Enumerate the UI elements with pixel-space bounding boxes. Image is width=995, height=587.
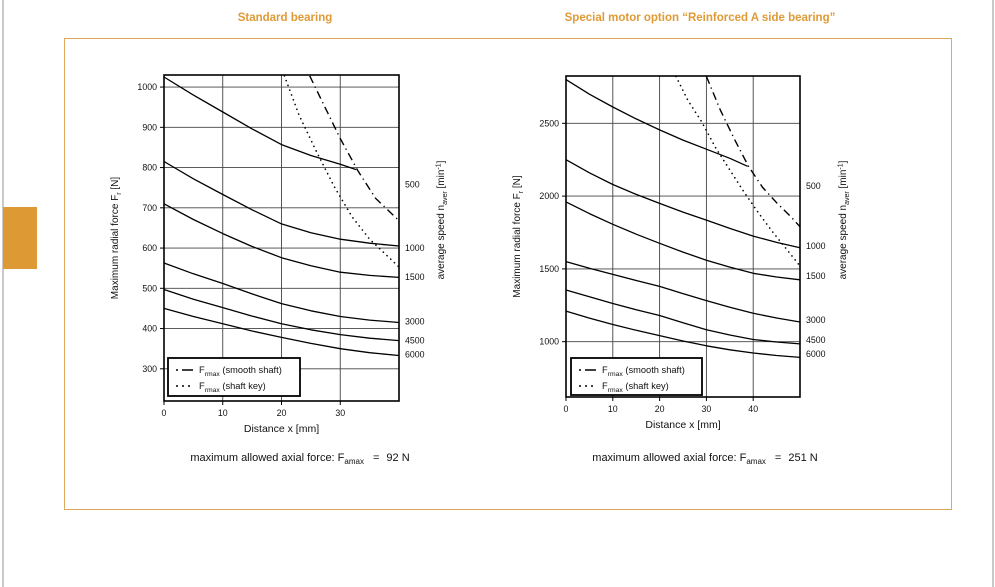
page-right-edge — [992, 0, 994, 587]
y-tick-label: 300 — [142, 363, 157, 374]
legend-label: $F_{rmax}$ (shaft key) — [602, 381, 669, 394]
x-tick-label: 40 — [748, 404, 759, 414]
axial-force-caption-left — [90, 452, 510, 466]
right-axis-label: average speed $n_{aver}$ $[\min^{-1}]$ — [837, 160, 851, 280]
legend-dashdot-symbol — [579, 369, 581, 371]
legend-dot-symbol — [182, 385, 184, 387]
y-tick-label: 1500 — [539, 263, 559, 274]
x-axis-label: Distance x [mm] — [243, 423, 320, 435]
x-tick-label: 0 — [563, 404, 569, 414]
legend-dot-symbol — [176, 385, 178, 387]
speed-label-3000: 3000 — [405, 316, 425, 327]
y-axis-label: Maximum radial force $F_r$ [N] — [512, 175, 525, 298]
chart-title-standard: Standard bearing — [237, 12, 333, 24]
speed-label-500: 500 — [405, 179, 420, 190]
y-tick-label: 400 — [142, 323, 157, 334]
speed-label-6000: 6000 — [806, 348, 826, 359]
speed-label-500: 500 — [806, 181, 821, 192]
y-axis-label: Maximum radial force $F_r$ [N] — [110, 176, 123, 300]
right-axis-label: average speed $n_{aver}$ $[\min^{-1}]$ — [435, 160, 449, 280]
legend-dot-symbol — [591, 385, 593, 387]
x-tick-label: 20 — [276, 408, 287, 418]
orange-side-tab — [3, 207, 37, 269]
series-curve-6000 — [566, 311, 800, 357]
standard-bearing-chart — [95, 58, 470, 435]
x-tick-label: 0 — [161, 408, 167, 418]
x-tick-label: 10 — [607, 404, 618, 414]
y-tick-label: 900 — [142, 122, 157, 133]
reinforced-bearing-chart — [500, 58, 875, 431]
y-tick-label: 600 — [142, 243, 157, 254]
x-tick-label: 30 — [701, 404, 712, 414]
series-curve-1000 — [566, 160, 800, 248]
plot-border — [566, 76, 800, 397]
series-curve-4500 — [566, 290, 800, 344]
x-tick-label: 10 — [217, 408, 228, 418]
x-axis-label: Distance x [mm] — [645, 419, 721, 431]
y-tick-label: 500 — [142, 283, 157, 294]
speed-label-4500: 4500 — [405, 335, 425, 346]
legend-dot-symbol — [188, 385, 190, 387]
legend-label: $F_{rmax}$ (smooth shaft) — [199, 365, 282, 378]
speed-label-6000: 6000 — [405, 349, 425, 360]
speed-label-1500: 1500 — [405, 272, 425, 283]
page-left-edge — [2, 0, 4, 587]
series-curve-500 — [164, 77, 356, 170]
x-tick-label: 20 — [654, 404, 665, 414]
y-tick-label: 1000 — [539, 336, 559, 347]
x-tick-label: 30 — [335, 408, 346, 418]
speed-label-1000: 1000 — [405, 243, 425, 254]
y-tick-label: 700 — [142, 202, 157, 213]
speed-label-4500: 4500 — [806, 334, 826, 345]
legend-label: $F_{rmax}$ (smooth shaft) — [602, 365, 685, 378]
caption-value: 251 N — [788, 452, 818, 464]
caption-subscript: amax — [344, 457, 364, 467]
limit-line-dotted — [676, 76, 800, 266]
axial-force-caption-right — [495, 452, 915, 466]
caption-text: maximum allowed axial force: F — [190, 452, 345, 464]
speed-label-1000: 1000 — [806, 241, 826, 252]
y-tick-label: 1000 — [137, 82, 157, 93]
caption-value: 92 N — [386, 452, 410, 464]
legend-dashdot-symbol — [176, 369, 178, 371]
limit-line-dotted — [284, 76, 399, 267]
y-tick-label: 2000 — [539, 191, 559, 202]
series-curve-3000 — [566, 262, 800, 322]
speed-label-3000: 3000 — [806, 314, 826, 325]
legend-dot-symbol — [579, 385, 581, 387]
chart-title-reinforced: Special motor option “Reinforced A side bearing” — [564, 12, 836, 24]
caption-equals: = — [372, 452, 380, 464]
caption-equals: = — [774, 452, 782, 464]
legend-label: $F_{rmax}$ (shaft key) — [199, 381, 266, 394]
limit-line-dashdot — [310, 76, 399, 221]
y-tick-label: 800 — [142, 162, 157, 173]
caption-subscript: amax — [746, 457, 766, 467]
series-curve-1500 — [566, 202, 800, 280]
speed-label-1500: 1500 — [806, 270, 826, 281]
caption-text: maximum allowed axial force: F — [592, 452, 747, 464]
legend-dot-symbol — [585, 385, 587, 387]
y-tick-label: 2500 — [539, 118, 559, 129]
